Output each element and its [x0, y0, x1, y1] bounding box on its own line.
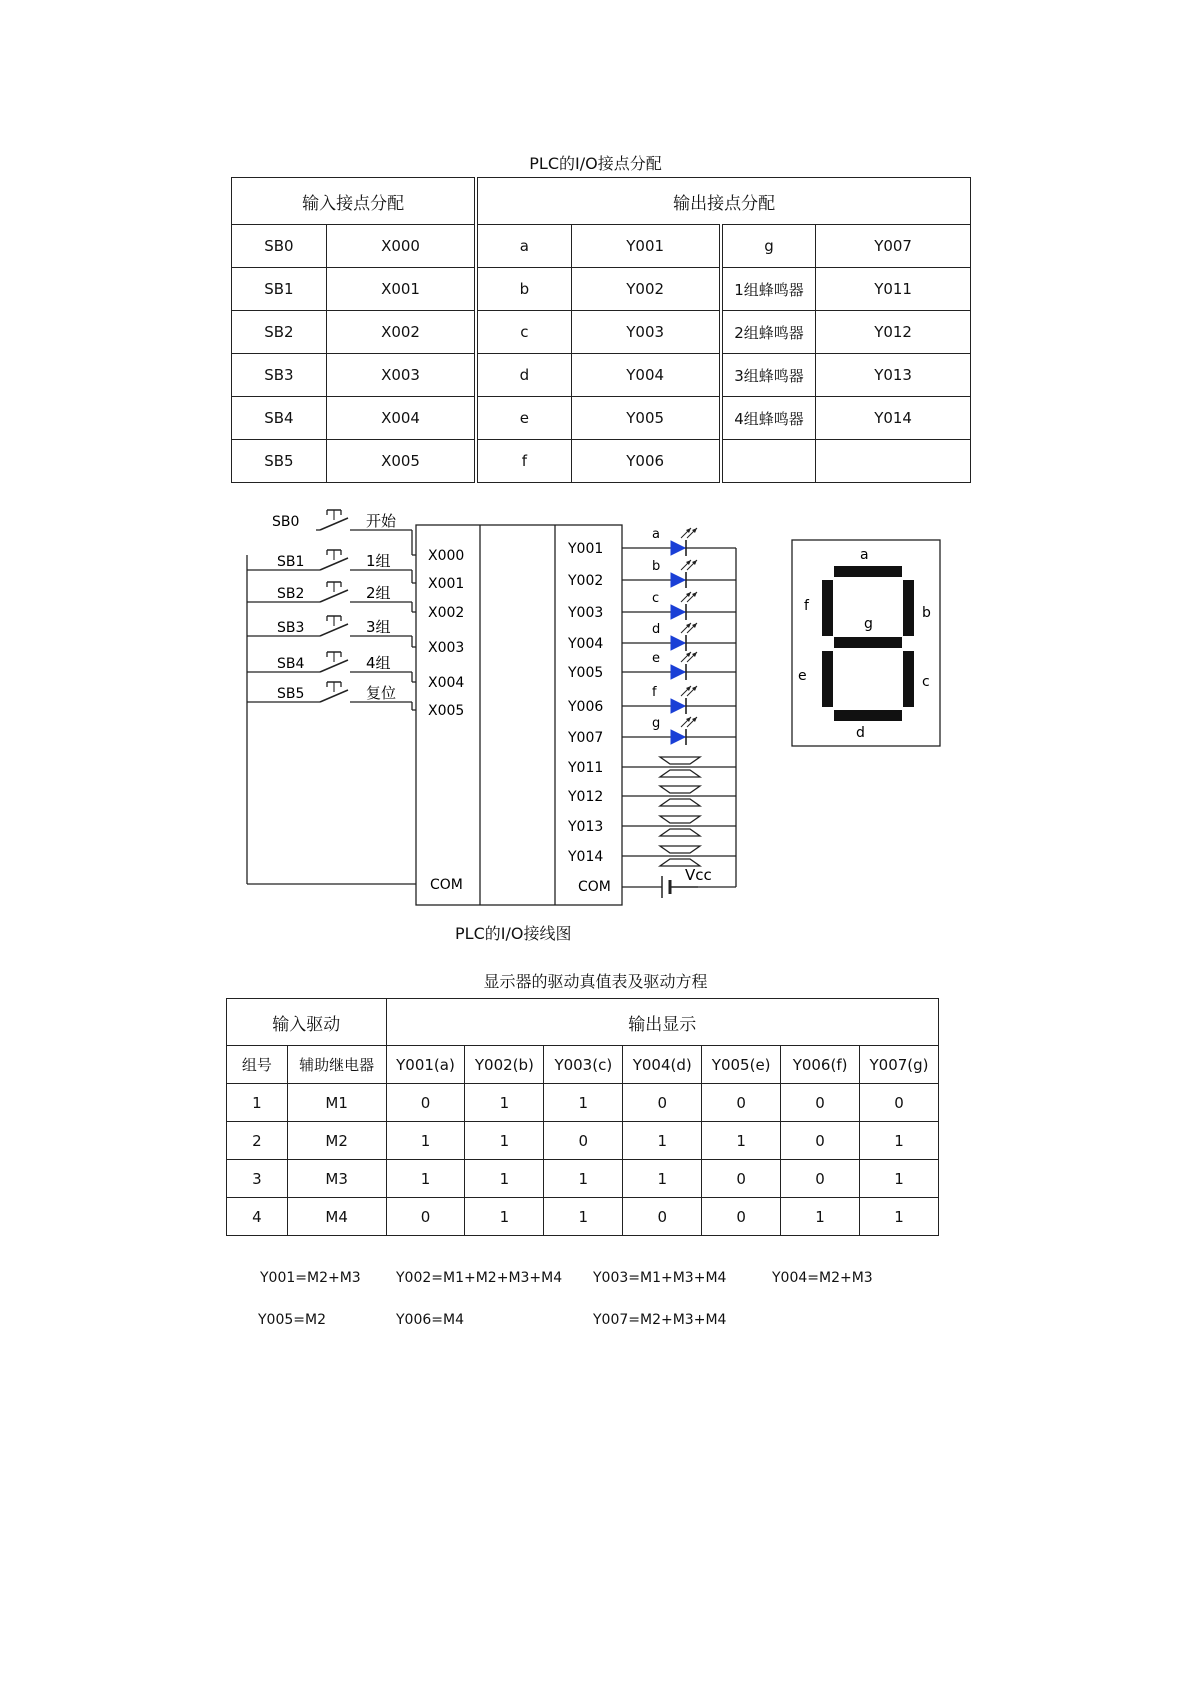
- switch-function-label: 复位: [366, 684, 397, 702]
- truth-column-header: 组号: [227, 1046, 288, 1084]
- plc-output-port-label: Y006: [568, 699, 604, 715]
- truth-table-cell: 0: [623, 1084, 702, 1122]
- segment-letter-label: f: [652, 685, 657, 700]
- segment-a: [834, 566, 902, 577]
- output-allocation-header: 输出接点分配: [476, 178, 970, 225]
- truth-table-cell: 1: [860, 1160, 939, 1198]
- switch-name-label: SB3: [277, 620, 305, 636]
- input-button-cell: SB5: [232, 440, 327, 483]
- segment-letter-label: b: [652, 559, 661, 574]
- truth-table-cell: 1: [465, 1122, 544, 1160]
- output-point-cell: Y002: [571, 268, 721, 311]
- input-allocation-header: 输入接点分配: [232, 178, 477, 225]
- plc-output-port-label: Y014: [568, 849, 604, 865]
- input-button-cell: SB1: [232, 268, 327, 311]
- truth-table-cell: 1: [781, 1198, 860, 1236]
- equation-y001: Y001=M2+M3: [260, 1270, 361, 1286]
- led-diode-icon: [671, 605, 685, 619]
- truth-table-cell: M2: [287, 1122, 386, 1160]
- truth-table-cell: 0: [781, 1160, 860, 1198]
- output-name-cell: f: [476, 440, 571, 483]
- buzzer-icon: [660, 757, 700, 764]
- equation-y004: Y004=M2+M3: [772, 1270, 873, 1286]
- truth-table-cell: 1: [623, 1160, 702, 1198]
- switch-function-label: 4组: [366, 654, 391, 672]
- output-name-cell: d: [476, 354, 571, 397]
- segment-b: [903, 580, 914, 636]
- truth-table-cell: 1: [227, 1084, 288, 1122]
- segment-letter-label: g: [652, 716, 661, 731]
- output-point-cell: Y003: [571, 311, 721, 354]
- truth-table-cell: 4: [227, 1198, 288, 1236]
- truth-table-row: [227, 1160, 939, 1198]
- segment-letter-label: e: [652, 651, 660, 666]
- truth-column-header: Y001(a): [386, 1046, 465, 1084]
- segment-g: [834, 637, 902, 648]
- truth-table-row: [227, 1198, 939, 1236]
- input-button-cell: SB0: [232, 225, 327, 268]
- segment-letter-label: d: [652, 622, 661, 637]
- truth-table-cell: 2: [227, 1122, 288, 1160]
- output-name-cell: a: [476, 225, 571, 268]
- input-com-label: COM: [430, 877, 463, 893]
- truth-table-cell: 0: [386, 1084, 465, 1122]
- equation-y005: Y005=M2: [258, 1312, 326, 1328]
- truth-table-cell: 0: [702, 1198, 781, 1236]
- switch-name-label: SB1: [277, 554, 305, 570]
- segment-e: [822, 651, 833, 707]
- truth-table-cell: 0: [702, 1160, 781, 1198]
- segment-letter-label: c: [652, 591, 660, 606]
- truth-column-header: Y006(f): [781, 1046, 860, 1084]
- switch-name-label: SB5: [277, 686, 305, 702]
- truth-table-cell: 1: [860, 1198, 939, 1236]
- segment-c: [903, 651, 914, 707]
- equation-y002: Y002=M1+M2+M3+M4: [396, 1270, 563, 1286]
- output-com-label: COM: [578, 879, 611, 895]
- switch-name-label: SB0: [272, 514, 300, 530]
- switch-name-label: SB2: [277, 586, 305, 602]
- output-name-cell: b: [476, 268, 571, 311]
- output-point-cell: Y005: [571, 397, 721, 440]
- segment-letter-label: a: [652, 527, 660, 542]
- input-point-cell: X000: [326, 225, 476, 268]
- led-diode-icon: [671, 665, 685, 679]
- input-button-cell: SB3: [232, 354, 327, 397]
- output-name-cell: e: [476, 397, 571, 440]
- segment-label-f: f: [804, 598, 809, 614]
- truth-table-cell: 0: [702, 1084, 781, 1122]
- segment-label-d: d: [856, 725, 865, 741]
- truth-table-cell: M4: [287, 1198, 386, 1236]
- plc-input-port-label: X002: [428, 605, 465, 621]
- output-point-cell: Y007: [816, 225, 971, 268]
- output-name-cell: 2组蜂鸣器: [721, 311, 816, 354]
- input-point-cell: X005: [326, 440, 476, 483]
- led-diode-icon: [671, 699, 685, 713]
- buzzer-icon: [660, 786, 700, 793]
- led-diode-icon: [671, 541, 685, 555]
- seven-segment-display: [792, 540, 940, 746]
- segment-label-b: b: [922, 605, 931, 621]
- truth-column-headers: [227, 1046, 939, 1084]
- input-button-cell: SB2: [232, 311, 327, 354]
- segment-label-g: g: [864, 616, 873, 632]
- equation-y006: Y006=M4: [396, 1312, 464, 1328]
- led-diode-icon: [671, 573, 685, 587]
- buzzer-icon: [660, 816, 700, 823]
- truth-column-header: 辅助继电器: [287, 1046, 386, 1084]
- output-name-cell: 1组蜂鸣器: [721, 268, 816, 311]
- truth-table-cell: 0: [544, 1122, 623, 1160]
- switch-name-label: SB4: [277, 656, 305, 672]
- truth-table-cell: 1: [386, 1160, 465, 1198]
- output-point-cell: Y011: [816, 268, 971, 311]
- segment-label-e: e: [798, 668, 807, 684]
- input-button-cell: SB4: [232, 397, 327, 440]
- switch-function-label: 3组: [366, 618, 391, 636]
- output-name-cell: c: [476, 311, 571, 354]
- switch-function-label: 开始: [366, 512, 397, 530]
- equation-y007: Y007=M2+M3+M4: [593, 1312, 727, 1328]
- led-diode-icon: [671, 730, 685, 744]
- plc-input-port-label: X000: [428, 548, 465, 564]
- vcc-label: Vcc: [685, 866, 712, 884]
- input-point-cell: X004: [326, 397, 476, 440]
- plc-output-port-label: Y001: [568, 541, 604, 557]
- io-table-caption: PLC的I/O接点分配: [529, 154, 662, 173]
- output-name-cell: 4组蜂鸣器: [721, 397, 816, 440]
- truth-table-cell: 1: [544, 1160, 623, 1198]
- switch-function-label: 1组: [366, 552, 391, 570]
- plc-input-port-label: X005: [428, 703, 465, 719]
- output-point-cell: Y012: [816, 311, 971, 354]
- truth-column-header: Y004(d): [623, 1046, 702, 1084]
- truth-table-cell: 1: [465, 1084, 544, 1122]
- output-point-cell: Y013: [816, 354, 971, 397]
- truth-table: [226, 998, 939, 1236]
- truth-table-cell: 3: [227, 1160, 288, 1198]
- input-point-cell: X001: [326, 268, 476, 311]
- plc-input-port-label: X003: [428, 640, 465, 656]
- output-point-cell: Y004: [571, 354, 721, 397]
- truth-table-cell: M1: [287, 1084, 386, 1122]
- truth-table-cell: 0: [781, 1084, 860, 1122]
- truth-table-cell: 0: [860, 1084, 939, 1122]
- truth-table-cell: 1: [860, 1122, 939, 1160]
- plc-output-port-label: Y002: [568, 573, 604, 589]
- wiring-caption: PLC的I/O接线图: [455, 924, 572, 943]
- output-point-cell: Y001: [571, 225, 721, 268]
- plc-output-port-label: Y005: [568, 665, 604, 681]
- plc-output-port-label: Y003: [568, 605, 604, 621]
- plc-output-port-label: Y004: [568, 636, 604, 652]
- segment-d: [834, 710, 902, 721]
- output-point-cell: Y014: [816, 397, 971, 440]
- plc-output-port-label: Y007: [568, 730, 604, 746]
- switch-function-label: 2组: [366, 584, 391, 602]
- plc-output-port-label: Y013: [568, 819, 604, 835]
- truth-table-row: [227, 1122, 939, 1160]
- plc-input-port-label: X004: [428, 675, 465, 691]
- truth-table-cell: 1: [465, 1160, 544, 1198]
- truth-table-cell: 0: [623, 1198, 702, 1236]
- segment-label-c: c: [922, 674, 930, 690]
- input-point-cell: X002: [326, 311, 476, 354]
- plc-input-port-label: X001: [428, 576, 465, 592]
- truth-table-cell: 1: [623, 1122, 702, 1160]
- truth-table-cell: 1: [544, 1198, 623, 1236]
- led-diode-icon: [671, 636, 685, 650]
- output-point-cell: Y006: [571, 440, 721, 483]
- truth-table-row: [227, 1084, 939, 1122]
- truth-table-cell: 1: [465, 1198, 544, 1236]
- segment-label-a: a: [860, 547, 869, 563]
- truth-table-cell: 0: [386, 1198, 465, 1236]
- segment-f: [822, 580, 833, 636]
- input-drive-header: 输入驱动: [227, 999, 387, 1046]
- truth-column-header: Y005(e): [702, 1046, 781, 1084]
- truth-column-header: Y007(g): [860, 1046, 939, 1084]
- input-point-cell: X003: [326, 354, 476, 397]
- truth-table-cell: 1: [544, 1084, 623, 1122]
- truth-table-cell: 1: [386, 1122, 465, 1160]
- plc-output-port-label: Y012: [568, 789, 604, 805]
- truth-column-header: Y003(c): [544, 1046, 623, 1084]
- truth-table-cell: M3: [287, 1160, 386, 1198]
- equation-y003: Y003=M1+M3+M4: [593, 1270, 727, 1286]
- plc-output-port-label: Y011: [568, 760, 604, 776]
- output-name-cell: g: [721, 225, 816, 268]
- buzzer-icon: [660, 846, 700, 853]
- truth-table-cell: 1: [702, 1122, 781, 1160]
- truth-table-cell: 0: [781, 1122, 860, 1160]
- truth-column-header: Y002(b): [465, 1046, 544, 1084]
- output-display-header: 输出显示: [386, 999, 938, 1046]
- output-name-cell: 3组蜂鸣器: [721, 354, 816, 397]
- truth-table-caption: 显示器的驱动真值表及驱动方程: [483, 972, 708, 991]
